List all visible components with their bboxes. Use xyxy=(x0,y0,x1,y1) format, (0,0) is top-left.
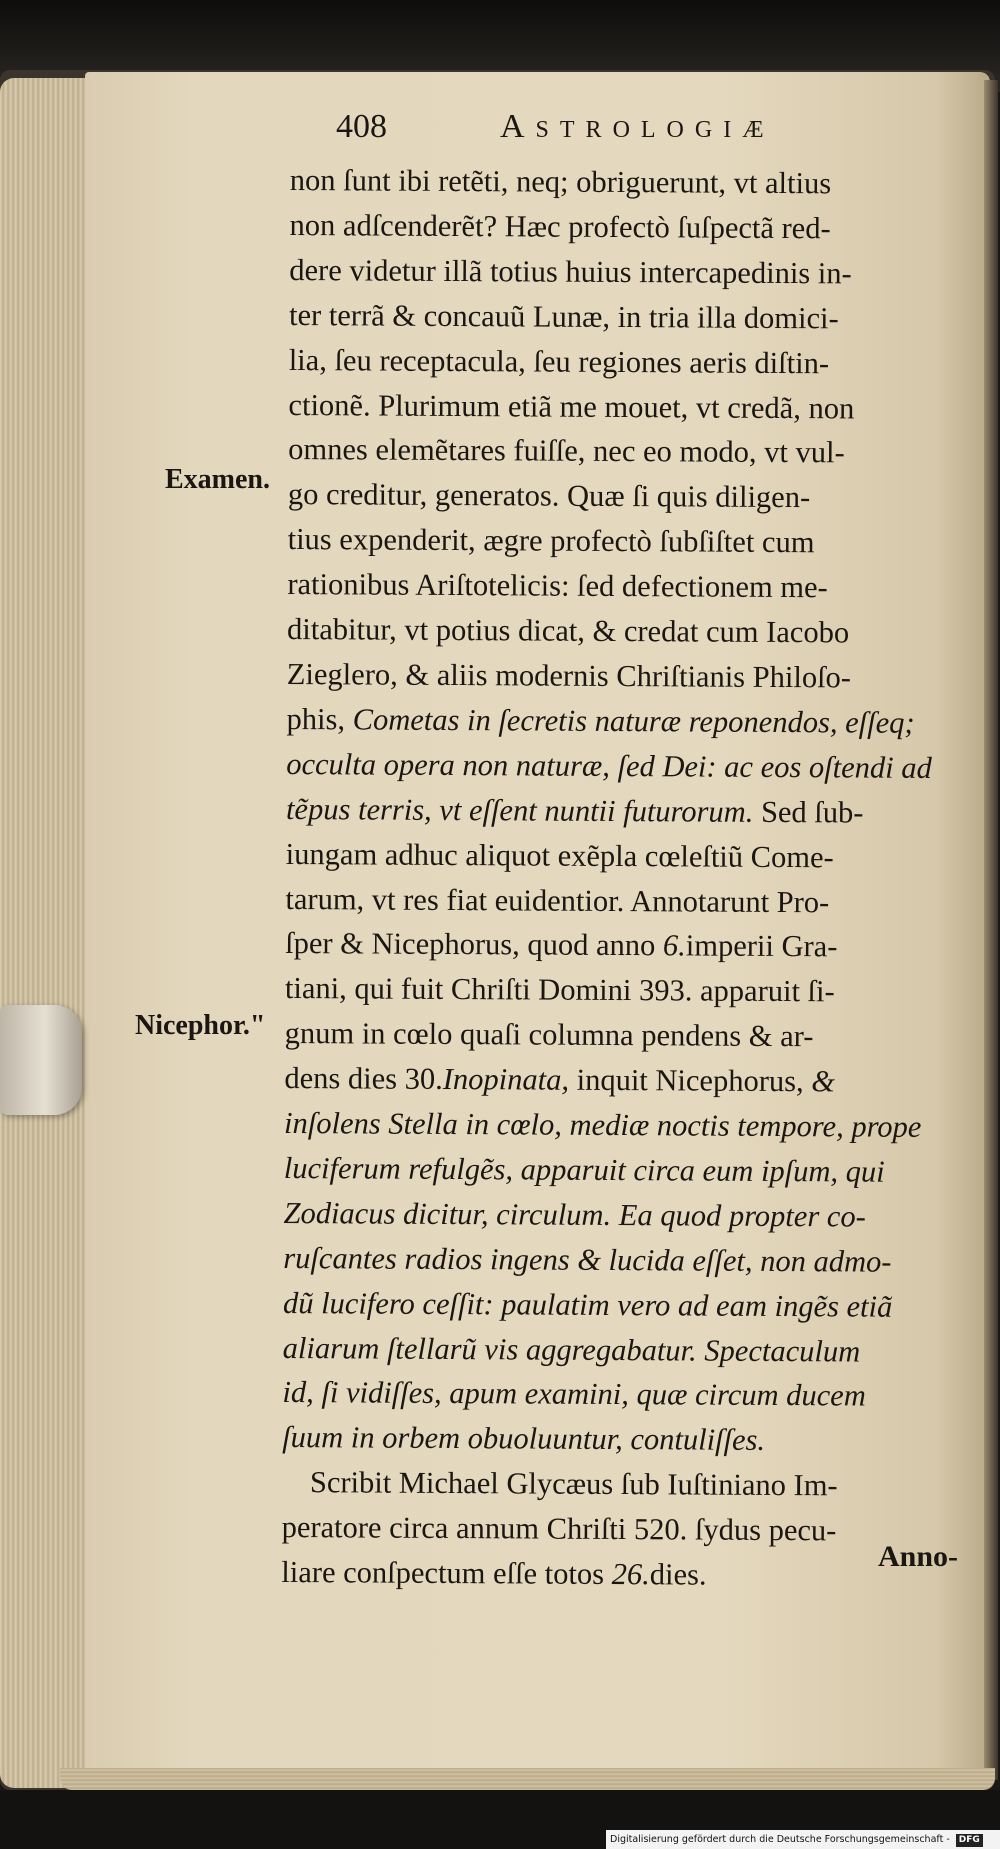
text-span: ſper & Nicephorus, quod anno xyxy=(285,926,656,963)
text-line-italic: ruſcantes radios ingens & lucida eſſet, non admo- xyxy=(283,1240,892,1279)
text-line-italic: luciferum refulgẽs, apparuit circa eum ipſum, qui xyxy=(283,1150,885,1189)
text-span-italic: 26. xyxy=(611,1557,650,1592)
text-line: Zieglero, & aliis modernis Chriſtianis Philoſo- xyxy=(286,656,852,695)
text-line: go creditur, generatos. Quæ ſi quis diligen- xyxy=(287,477,811,515)
text-line-italic: Zodiacus dicitur, circulum. Ea quod propter co- xyxy=(283,1195,866,1234)
text-span-italic: & xyxy=(811,1064,836,1099)
text-line: peratore circa annum Chriſti 520. ſydus pecu- xyxy=(281,1510,837,1548)
catchword: Anno- xyxy=(878,1540,959,1573)
text-span: liare conſpectum eſſe totos xyxy=(281,1555,605,1592)
body-text xyxy=(281,158,990,1599)
text-line: tarum, vt res fiat euidentior. Annotarunt Pro- xyxy=(285,881,830,919)
text-line-mixed xyxy=(285,921,985,970)
text-span-italic: tẽpus terris, vt eſſent nuntii futurorum. xyxy=(285,791,754,829)
text-line-italic: occulta opera non naturæ, ſed Dei: ac eos oſtendi ad xyxy=(286,746,932,785)
text-span: dens dies 30. xyxy=(284,1061,443,1097)
page-stack-edge xyxy=(0,78,92,1788)
text-span: Sed ſub- xyxy=(753,794,864,830)
text-line-mixed xyxy=(284,1056,984,1105)
text-line: ter terrã & concauũ Lunæ, in tria illa domici- xyxy=(288,297,839,336)
running-head: Astrologiæ xyxy=(500,108,775,145)
text-span-italic: 6. xyxy=(662,928,686,963)
text-line-mixed xyxy=(286,787,986,836)
text-line: lia, ſeu receptacula, ſeu regiones aeris diſtin- xyxy=(288,342,830,380)
text-line: tiani, qui fuit Chriſti Domini 393. apparuit ſi- xyxy=(284,971,835,1009)
text-line: gnum in cœlo quaſi columna pendens & ar- xyxy=(284,1016,814,1054)
text-span: phis, xyxy=(286,701,346,737)
text-line: iungam adhuc aliquot exẽpla cœleſtiũ Come- xyxy=(285,836,834,874)
page-stack-bottom xyxy=(60,1768,995,1790)
marginal-note-examen: Examen. xyxy=(165,464,270,495)
text-line-italic: id, ſi vidiſſes, apum examini, quæ circum ducem xyxy=(282,1375,866,1414)
text-line-italic: dũ lucifero ceſſit: paulatim vero ad eam ingẽs etiã xyxy=(282,1285,893,1324)
text-line-mixed xyxy=(286,697,986,746)
text-line-italic: aliarum ſtellarũ vis aggregabatur. Spectaculum xyxy=(282,1330,861,1369)
text-line: omnes elemẽtares fuiſſe, nec eo modo, vt vul- xyxy=(288,432,845,470)
text-span-italic: Inopinata, xyxy=(442,1062,570,1097)
text-span-italic: Cometas in ſecretis naturæ reponendos, eſſeq; xyxy=(352,702,915,740)
text-span: dies. xyxy=(649,1557,707,1592)
text-line: rationibus Ariſtotelicis: ſed defectionem me- xyxy=(287,567,828,605)
text-line: non adſcenderẽt? Hæc profectò ſuſpectã red- xyxy=(289,207,831,246)
digitization-credit: Digitalisierung gefördert durch die Deutsche Forschungsgemeinschaft - xyxy=(610,1834,950,1845)
marginal-note-nicephorus: Nicephor." xyxy=(135,1010,266,1041)
text-span: inquit Nicephorus, xyxy=(568,1062,804,1099)
text-line-italic: ſuum in orbem obuoluuntur, contuliſſes. xyxy=(282,1420,766,1458)
digitization-credit-bar xyxy=(606,1830,1000,1849)
text-span: imperii Gra- xyxy=(685,928,838,964)
text-line: tius expenderit, ægre profectò ſubſiſtet cum xyxy=(287,522,815,560)
text-line: ctionẽ. Plurimum etiã me mouet, vt credã, non xyxy=(288,387,855,425)
text-line: ditabitur, vt potius dicat, & credat cum Iacobo xyxy=(287,612,850,650)
text-line-mixed xyxy=(281,1550,981,1599)
page-holder-clip xyxy=(0,1005,82,1115)
text-line-italic: inſolens Stella in cœlo, mediæ noctis tempore, prope xyxy=(284,1106,922,1144)
text-line: dere videtur illã totius huius intercapedinis in- xyxy=(289,252,852,291)
page-number: 408 xyxy=(336,108,387,145)
dfg-logo: DFG xyxy=(956,1834,983,1847)
text-line: Scribit Michael Glycæus ſub Iuſtiniano Im- xyxy=(309,1465,838,1503)
text-line: non ſunt ibi retẽti, neq; obriguerunt, vt altius xyxy=(289,162,832,201)
